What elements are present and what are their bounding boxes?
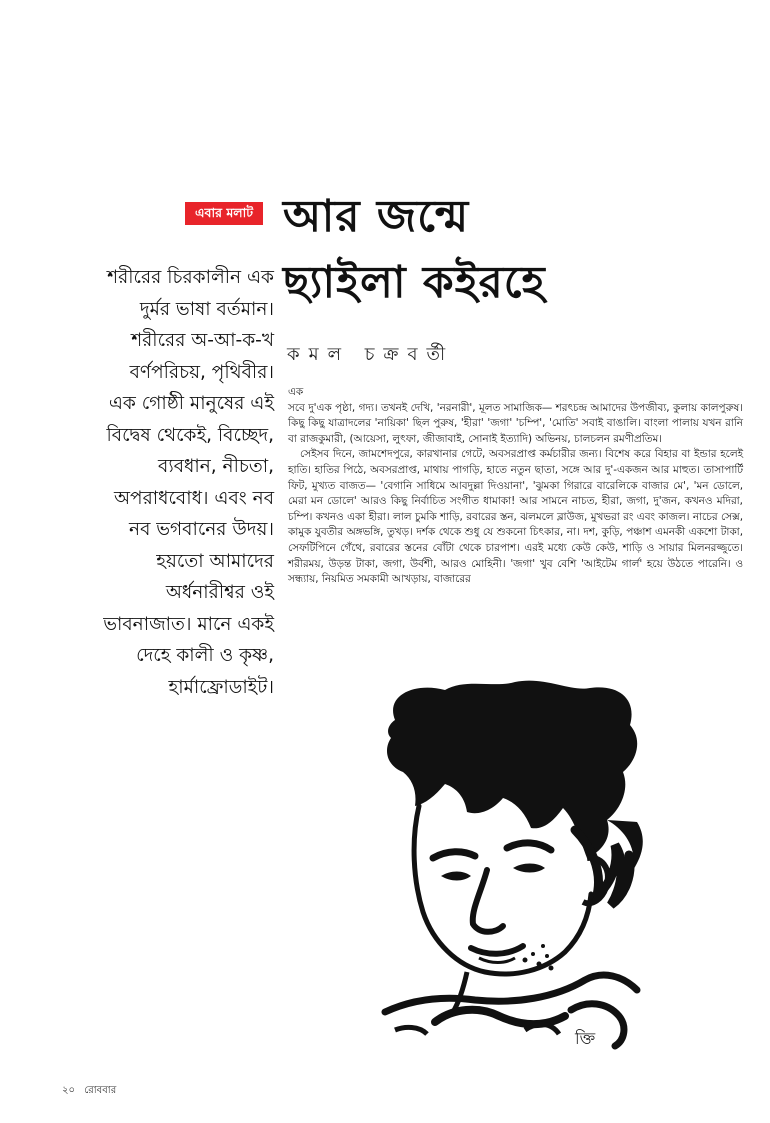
pullquote-line: শরীরের চিরকালীন এক: [107, 267, 274, 288]
author-byline: কমল চক্রবর্তী: [287, 344, 455, 365]
pull-quote: [78, 262, 274, 703]
neck-shape: [453, 972, 467, 1012]
lip-shape: [479, 958, 515, 963]
brow-shape: [433, 852, 475, 858]
illustrator-signature: ক্তি: [575, 1029, 596, 1048]
pullquote-line: অপরাধবোধ। এবং নব: [113, 487, 274, 509]
pullquote-line: হয়তো আমাদের: [156, 550, 274, 572]
hand-shape: [525, 1024, 559, 1034]
publication-name: রোববার: [84, 1085, 117, 1096]
pullquote-line: হার্মাফ্রোডাইট।: [168, 676, 274, 698]
section-label: এক: [288, 386, 304, 398]
hair-shape: [387, 681, 637, 858]
paragraph: সেইসব দিনে, জামশেদপুরে, কারখানার গেটে, অবসরপ্রাপ্ত কর্মচারীর জন্য। বিশেষ করে বিহার বা ইন্ডার হলেই হাতি। হাতির পিঠে, অবসরপ্রাপ্ত, মাথায় পাগড়ি, হাতে নতুন ছাতা, সঙ্গে আর দু'-একজন আর মাহুত। তাসাপার্টি ফিট, মুখ্যত বাজত— 'বেগানি সাধিমে আবদুল্লা দিওয়ানা', 'ঝুমকা গিরারে বারেলিকে বাজার মে', 'মন ডোলে, মেরা মন ডোলে' আরও কিছু নির্বাচিত সংগীত ধামাকা! আর সামনে নাচত, হীরা, জগা, দু'জন, কখনও মদিরা, চম্পি। কখনও একা হীরা। লাল চুমকি শাড়ি, রবারের স্তন, ঝলমলে ব্লাউজ, মুখভরা রং এবং কাজল। নাচের সেক্স, কামুক যুবতীর অঙ্গভঙ্গি, তুখড়। দর্শক থেকে শুধু যে শুকনো চিৎকার, না। দশ, কুড়ি, পঞ্চাশ এমনকী একশো টাকা, সেফটিপিনে গেঁথে, রবারের স্তনের বোঁটা থেকে চারপাশ। এরই মধ্যে কেউ কেউ, শাড়ি ও সায়ার মিলনরজ্জুতে। শরীরময়, উড়ন্ত টাকা, জগা, উর্বশী, আরও মোহিনী। 'জগা' খুব বেশি 'আইটেম গার্ল' হয়ে উঠতে পারেনি। ও সন্ধ্যায়, নিয়মিত সমকামী আখড়ায়, বাজারের: [288, 448, 743, 586]
face-outline: [414, 806, 591, 974]
pullquote-line: শরীরের অ-আ-ক-খ: [131, 330, 274, 351]
paragraph: সবে দু'এক পৃষ্ঠা, গদ্য। তখনই দেখি, 'নরনারী', মূলত সামাজিক— শরৎচন্দ্র আমাদের উপজীব্য, কুলায় কালপুরুষ। কিছু কিছু যাত্রাদলের 'নায়িকা' ছিল পুরুষ, 'হীরা' 'জগা' 'চম্পি', 'মোতি' সবাই বাঙালি। বাংলা পালায় যখন রানি বা রাজকুমারী, (আয়েসা, লুৎফা, জীজাবাই, সোনাই ইত্যাদি) অভিনয়, চালচলন রমণীপ্রতিম।: [288, 401, 743, 445]
mouth-shape: [471, 946, 523, 954]
pullquote-line: এক গোষ্ঠী মানুষের এই: [108, 393, 274, 414]
portrait-sketch-icon: [375, 680, 720, 1050]
pullquote-line: দেহে কালী ও কৃষ্ণ,: [136, 645, 274, 666]
pullquote-line: দুর্মর ভাষা বর্তমান।: [139, 298, 274, 320]
pullquote-line: অর্ধনারীশ্বর ওই: [165, 582, 274, 603]
brow-shape: [507, 843, 551, 850]
pullquote-line: বিদ্বেষ থেকেই, বিচ্ছেদ,: [106, 424, 274, 446]
pullquote-line: নব ভগবানের উদয়।: [129, 519, 274, 540]
article-title: [283, 184, 753, 316]
pullquote-line: ভাবনাজাত। মানে একই: [103, 613, 274, 635]
nose-shape: [473, 870, 503, 932]
page-footer: [62, 1083, 122, 1100]
page-number: ২০: [62, 1085, 76, 1096]
hand-shape: [395, 1027, 427, 1034]
title-line-2: ছ্যাইলা কইরহে: [283, 257, 546, 308]
article-body: [288, 385, 743, 588]
hand-shape: [435, 1010, 565, 1025]
section-badge: এবার মলাট: [185, 202, 263, 225]
pullquote-line: ব্যবধান, নীচতা,: [158, 456, 274, 477]
title-line-1: আর জন্মে: [283, 191, 470, 242]
eye-shape: [441, 872, 471, 881]
eye-shape: [513, 864, 545, 873]
pullquote-line: বর্ণপরিচয়, পৃথিবীর।: [129, 361, 274, 383]
